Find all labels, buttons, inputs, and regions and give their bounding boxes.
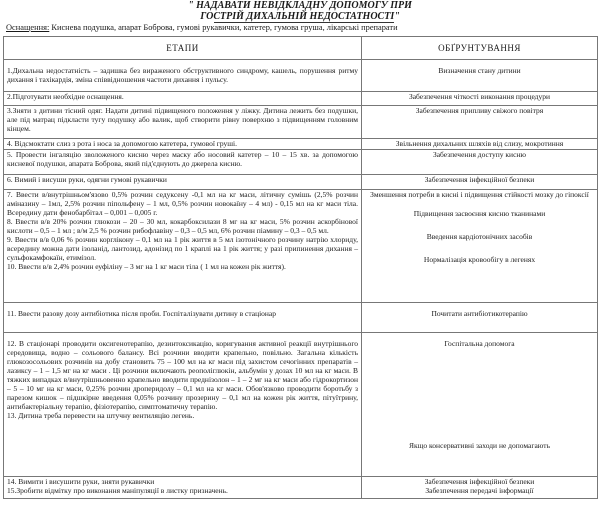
stage-cell — [4, 477, 362, 499]
rationale-cell — [362, 150, 598, 175]
rationale-text: Забезпечення чіткості виконання процедури — [408, 92, 551, 101]
rationale-text: Госпітальна допомога — [444, 339, 515, 348]
table-row — [4, 139, 598, 150]
rationale-cell — [362, 190, 598, 303]
stage-text: 1.Дихальна недостатність – задишка без вираженого обструктивного синдрому, кашель, порушення ритму дихання і тахікардія, зміна співвідношення частоти дихання і пульсу. — [7, 66, 358, 84]
stage-text: 8. Ввести в/в 20% розчин глюкози – 20 – 30 мл, кокарбоксилази 8 мг на кг маси, 5% розчин аскорбінової кислоти – 0,5 – 1 мл ; в/м 2,5 % розчин рибофлавіну – 0,3 – 0,5 мл, 6% розчин піамину – 0,3 – 0,5 мл. — [7, 217, 358, 235]
table-row — [4, 333, 598, 477]
rationale-text: Визначення стану дитини — [438, 66, 521, 75]
table-row — [4, 60, 598, 92]
rationale-cell — [362, 106, 598, 139]
stage-cell — [4, 139, 362, 150]
table-row — [4, 150, 598, 175]
stage-text: 12. В стаціонарі проводити оксигенотерапію, дезинтоксикацію, коригування активної реакції внутрішнього середовища, водно – сольового балансу. Всі розчини вводити крапельно, повільно. Загальна кількість глюкозосольових розчинів на добу становить 75 – 100 мл на кг маси під захистом сечогінних препаратів – лазиксу – 1 – 1,5 мг на кг маси . Ці розчини включають реополіглюкін, альбумін у дозах 10 мл на кг маси. В тяжких випадках в/внутрішньовенно крапельно вводити преднізолон – 1 – 2 мг на кг маси або гідрокортизон – 5 – 10 мг на кг маси, 0,25% розчин дроперидолу – 0,1 мл на кг маси. Обов'язково проводити боротьбу з парезом кишок – підшкірне введення 0,05% розчину прозерину – 0,1 мл на кожен рік життя, пітуїтрину, антибактеріальну терапію, фізіотерапію, симптоматичну терапію. — [7, 339, 358, 411]
stage-cell — [4, 333, 362, 477]
rationale-text: Підвищення засвоєння кисню тканинами — [413, 209, 546, 218]
stage-text: 11. Ввести разову дозу антибіотика після проби. Госпіталізувати дитину в стаціонар — [7, 309, 277, 318]
rationale-cell — [362, 477, 598, 499]
rationale-text: Звільнення дихальних шляхів від слизу, мокротиння — [395, 139, 564, 148]
rationale-text: Зменшення потреби в кисні і підвищення стійкості мозку до гіпоксії — [370, 190, 589, 199]
stage-text: 3.Зняти з дитини тісний одяг. Надати дитині підвищеного положення у ліжку. Дитина лежить без подушки, але під матрац підкласти тугу подушку або валик, щоб створити рівну поверхню з підвищенням головним кінцем. — [7, 106, 358, 133]
rationale-text: Забезпечення інфекційної безпеки — [424, 175, 535, 184]
rationale-text: Забезпечення припливу свіжого повітря — [415, 106, 544, 115]
rationale-cell — [362, 60, 598, 92]
stage-text: 15.Зробити відмітку про виконання маніпуляції в листку призначень. — [7, 486, 228, 495]
stage-cell — [4, 175, 362, 190]
rationale-cell — [362, 139, 598, 150]
rationale-text: Якщо консервативні заходи не допомагають — [409, 441, 550, 450]
stage-text: 2.Підготувати необхідне оснащення. — [7, 92, 124, 101]
rationale-cell — [362, 92, 598, 106]
rationale-cell — [362, 175, 598, 190]
equipment-label: Оснащення: — [6, 23, 50, 32]
stage-cell — [4, 60, 362, 92]
rationale-text: Введення кардіотонічних засобів — [426, 232, 533, 241]
equipment-text: Киснева подушка, апарат Боброва, гумові рукавички, катетер, гумова груша, лікарські препарати — [49, 23, 398, 32]
stage-text: 10. Ввести в/в 2,4% розчин еуфіліну – 3 мг на 1 кг маси тіла ( 1 мл на кожен рік життя). — [7, 262, 286, 271]
stage-cell — [4, 303, 362, 333]
table-row — [4, 92, 598, 106]
table-row — [4, 190, 598, 303]
table-row — [4, 303, 598, 333]
stage-text: 9. Ввести в/в 0,06 % розчин корглікону – 0,1 мл на 1 рік життя в 5 мл ізотонічного розчину натрію хлориду, всередину можна дати ізоланід, лантозид, адонізид по 1 краплі на 1 рік життя; у разі припинення дихання – сульфокамфокаїн, етимізол. — [7, 235, 358, 262]
header-rationale: ОБҐРУНТУВАННЯ — [362, 37, 598, 60]
rationale-text: Нормалізація кровообігу в легенях — [423, 255, 536, 264]
stage-text: 13. Дитина треба перевести на штучну вентиляцію легень. — [7, 411, 195, 420]
rationale-text: Забезпечення передачі інформації — [425, 486, 534, 495]
stage-text: 6. Вимий і висуши руки, одягни гумові рукавички — [7, 175, 167, 184]
rationale-cell — [362, 333, 598, 477]
table-row — [4, 175, 598, 190]
stage-text: 7. Ввести в/внутрішньом'язово 0,5% розчин седуксену -0,1 мл на кг маси, літичну сумішь (2,5% розчин аміназину – 1мл, 2,5% розчин піпольфену – 1 мл, 0,5% розчин новокаїну – 4 мл) - 0,15 мл на кг маси тіла. Всередину дати фенобарбітал – 0,001 – 0,005 г. — [7, 190, 358, 217]
stage-cell — [4, 150, 362, 175]
protocol-table — [3, 36, 598, 499]
rationale-text: Почитати антибіотикотерапію — [431, 309, 528, 318]
header-stages: ЕТАПИ — [4, 37, 362, 60]
table-header-row — [4, 37, 598, 60]
stage-cell — [4, 106, 362, 139]
stage-text: 5. Провести інгаляцію зволоженого кисню через маску або носовий катетер – 10 – 15 хв. за допомогою кисневої подушки, апарата Боброва, який під'єднують до джерела кисню. — [7, 150, 358, 168]
rationale-text: Забезпечення доступу кисню — [432, 150, 527, 159]
equipment-line — [6, 23, 398, 32]
document-title-line1: " НАДАВАТИ НЕВІДКЛАДНУ ДОПОМОГУ ПРИ — [188, 0, 412, 11]
table-row — [4, 106, 598, 139]
stage-cell — [4, 190, 362, 303]
rationale-text: Забезпечення інфекційної безпеки — [424, 477, 535, 486]
document-title-line2: ГОСТРІЙ ДИХАЛЬНІЙ НЕДОСТАТНОСТІ" — [200, 11, 400, 22]
table-row — [4, 477, 598, 499]
stage-text: 4. Відсмоктати слиз з рота і носа за допомогою катетера, гумової груші. — [7, 139, 238, 148]
stage-cell — [4, 92, 362, 106]
rationale-cell — [362, 303, 598, 333]
stage-text: 14. Вимити і висушити руки, зняти рукавички — [7, 477, 155, 486]
